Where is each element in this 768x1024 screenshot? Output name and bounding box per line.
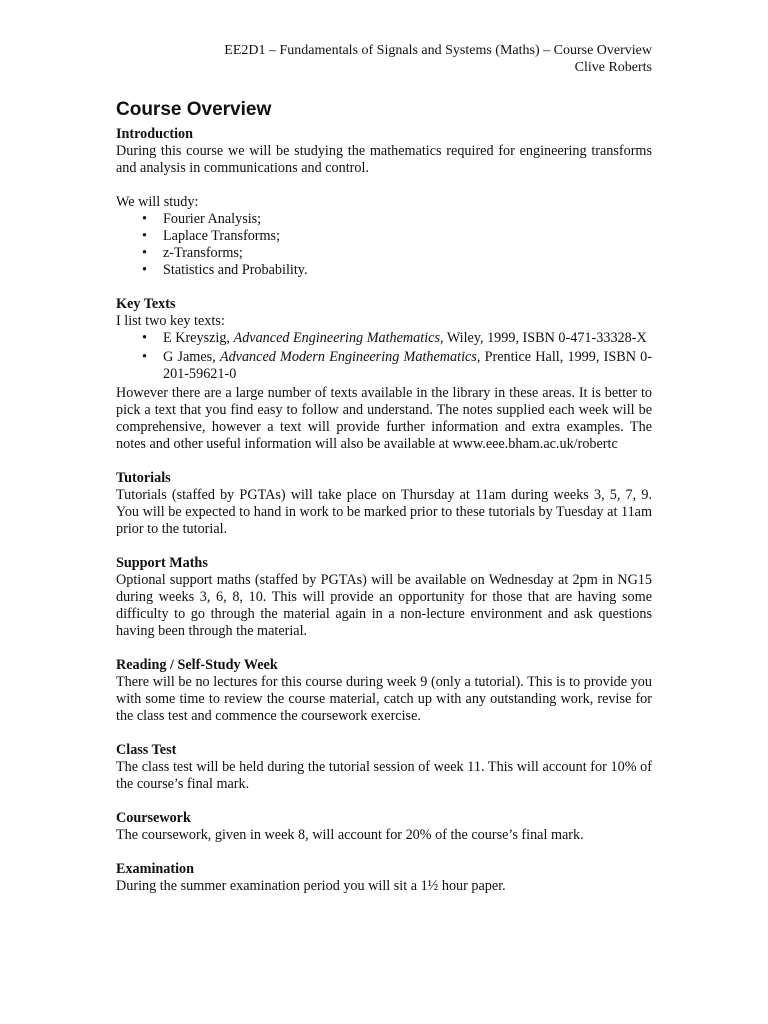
bullet-icon: • [142, 228, 147, 244]
bullet-icon: • [142, 262, 147, 278]
coursework-heading: Coursework [116, 810, 191, 826]
study-intro: We will study: [116, 194, 199, 210]
examination-text: During the summer examination period you will sit a 1½ hour paper. [116, 878, 506, 894]
list-item: • Laplace Transforms; [142, 228, 281, 244]
section-introduction [116, 126, 652, 279]
header-author: Clive Roberts [574, 60, 652, 75]
page-title: Course Overview [116, 99, 272, 120]
bullet-icon: • [142, 330, 147, 346]
key-texts-intro: I list two key texts: [116, 313, 225, 329]
class-test-heading: Class Test [116, 742, 177, 758]
introduction-text: During this course we will be studying the mathematics required for engineering transforms and analysis in communications and control. [116, 143, 652, 176]
key-texts-heading: Key Texts [116, 296, 176, 312]
section-examination [116, 861, 652, 895]
list-item: • z-Transforms; [142, 245, 243, 261]
class-test-text: The class test will be held during the tutorial session of week 11. This will account for 10% of the course’s final mark. [116, 759, 652, 792]
reading-week-heading: Reading / Self-Study Week [116, 657, 278, 673]
examination-heading: Examination [116, 861, 195, 877]
support-maths-text: Optional support maths (staffed by PGTAs) will be available on Wednesday at 2pm in NG15 during weeks 3, 6, 8, 10. This will provide an opportunity for those that are having some difficulty to go through the material again in a non-lecture environment and ask questions having been through the material. [116, 572, 652, 639]
list-item: • Statistics and Probability. [142, 262, 308, 278]
bullet-icon: • [142, 349, 147, 365]
section-key-texts [116, 296, 652, 453]
section-reading-week [116, 657, 652, 725]
header-course-title: EE2D1 – Fundamentals of Signals and Systems (Maths) – Course Overview [224, 43, 652, 58]
section-support-maths [116, 555, 652, 640]
section-coursework [116, 810, 652, 844]
section-tutorials [116, 470, 652, 538]
bullet-icon: • [142, 245, 147, 261]
document-page [116, 42, 652, 895]
list-item: • Fourier Analysis; [142, 211, 262, 227]
reading-week-text: There will be no lectures for this course during week 9 (only a tutorial). This is to provide you with some time to review the course material, catch up with any outstanding work, revise for the class test and commence the coursework exercise. [116, 674, 652, 724]
support-maths-heading: Support Maths [116, 555, 208, 571]
list-item: • E Kreyszig, Advanced Engineering Mathematics, Wiley, 1999, ISBN 0-471-33328-X [142, 330, 647, 346]
key-texts-text: However there are a large number of texts available in the library in these areas. It is better to pick a text that you find easy to follow and understand. The notes supplied each week will be comprehensive, however a text will provide further information and extra examples. The notes and other useful information will also be available at www.eee.bham.ac.uk/robertc [116, 385, 652, 452]
introduction-heading: Introduction [116, 126, 193, 142]
page-header [116, 42, 652, 76]
topics-list [116, 211, 652, 279]
coursework-text: The coursework, given in week 8, will account for 20% of the course’s final mark. [116, 827, 584, 843]
tutorials-heading: Tutorials [116, 470, 171, 486]
tutorials-text: Tutorials (staffed by PGTAs) will take place on Thursday at 11am during weeks 3, 5, 7, 9. You will be expected to hand in work to be marked prior to these tutorials by Tuesday at 11am prior to the tutorial. [116, 487, 652, 537]
books-list [116, 330, 652, 383]
bullet-icon: • [142, 211, 147, 227]
section-class-test [116, 742, 652, 793]
list-item: • G James, Advanced Modern Engineering Mathematics, Prentice Hall, 1999, ISBN 0-201-59621-0 [142, 349, 652, 382]
